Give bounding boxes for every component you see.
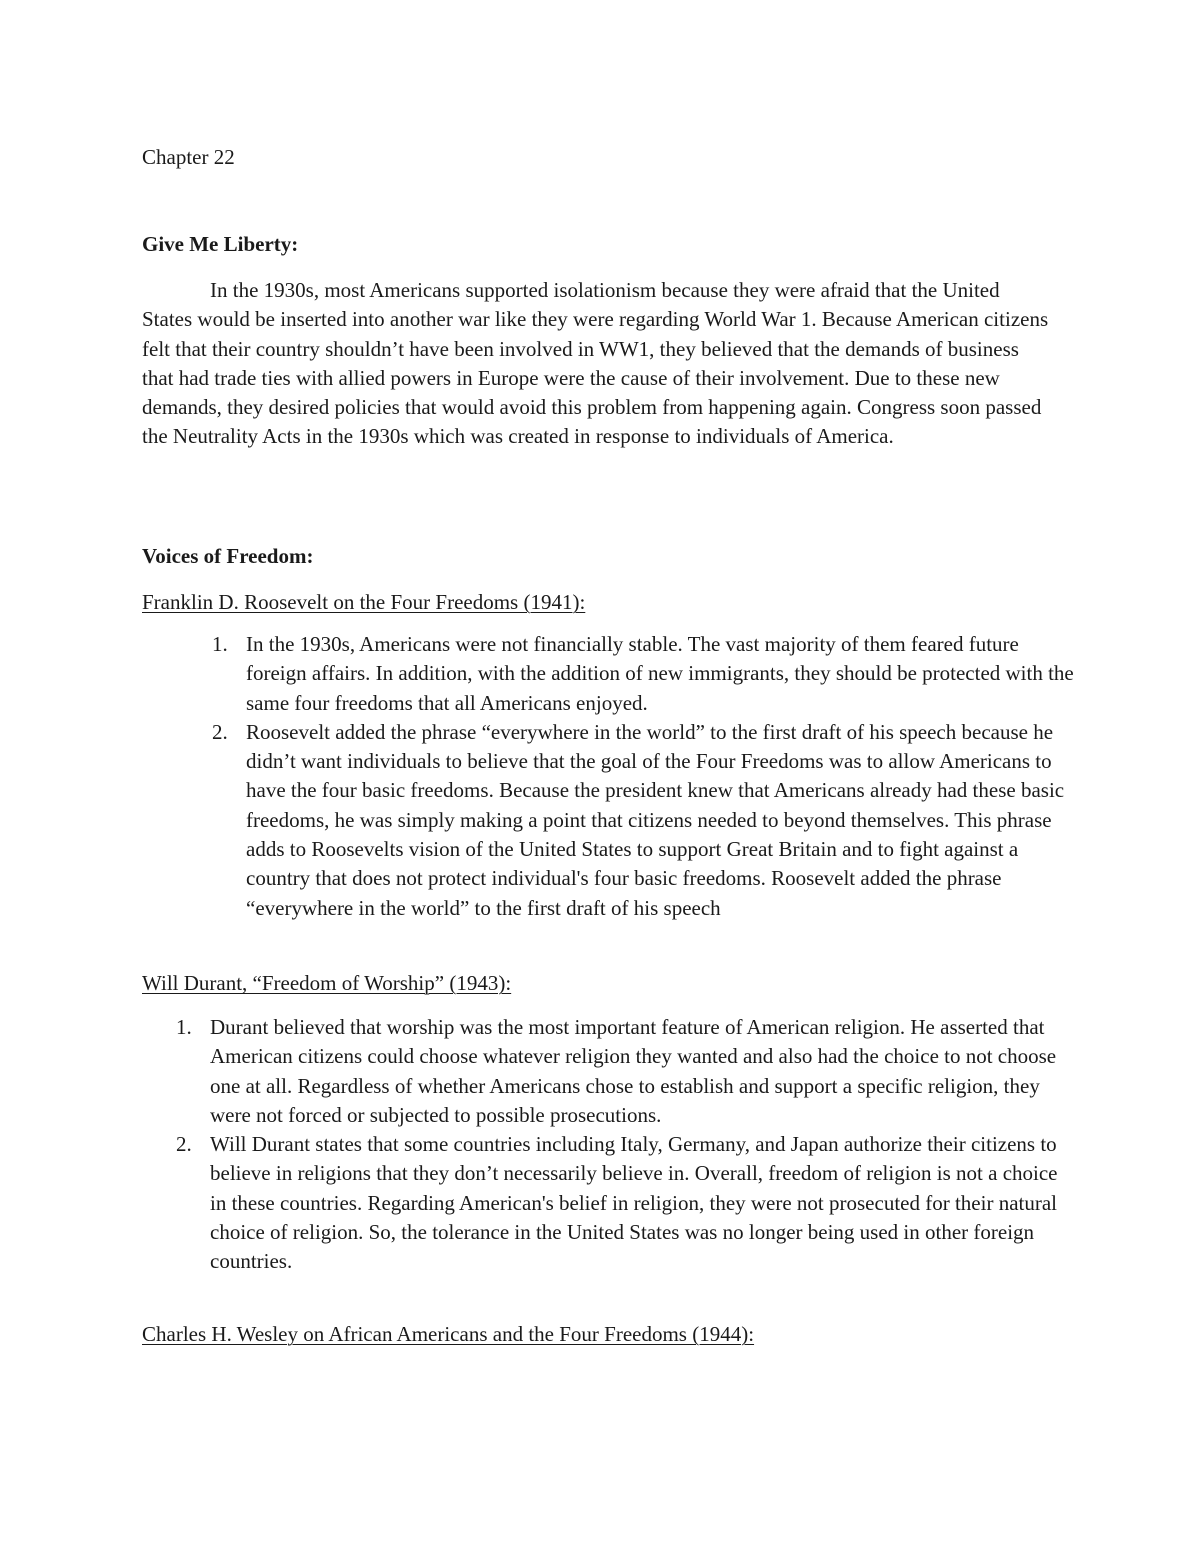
source-title-durant: Will Durant, “Freedom of Worship” (1943): bbox=[142, 971, 512, 995]
list-item bbox=[212, 630, 1076, 718]
section-heading-voices-of-freedom: Voices of Freedom: bbox=[142, 544, 314, 568]
list-item-text: Durant believed that worship was the most important feature of American religion. He asserted that American citizens could choose whatever religion they wanted and also had the choice to not choose one at all. Regardless of whether Americans chose to establish and support a specific religion, they were not forced or subjected to possible prosecutions. bbox=[210, 1015, 1057, 1127]
list-item bbox=[176, 1130, 1070, 1276]
list-item-number: 1. bbox=[212, 632, 228, 656]
durant-list bbox=[176, 1013, 1070, 1277]
list-item-number: 2. bbox=[212, 719, 228, 744]
list-item-text: Will Durant states that some countries including Italy, Germany, and Japan authorize their citizens to believe in religions that they don’t necessarily believe in. Overall, freedom of religion is not a choice in these countries. Regarding American's belief in religion, they were not prosecuted for their natural choice of religion. So, the tolerance in the United States was no longer being used in other foreign countries. bbox=[210, 1132, 1058, 1274]
list-item-number: 1. bbox=[176, 1015, 192, 1039]
list-item-text: Roosevelt added the phrase “everywhere in the world” to the first draft of his speech because he didn’t want individuals to believe that the goal of the Four Freedoms was to allow Americans to have the four basic freedoms. Because the president knew that Americans already had these basic freedoms, he was simply making a point that citizens needed to beyond themselves. This phrase adds to Roosevelts vision of the United States to support Great Britain and to fight against a country that does not protect individual's four basic freedoms. Roosevelt added the phrase “everywhere in the world” to the first draft of his speech bbox=[246, 719, 1065, 920]
list-item bbox=[212, 718, 1076, 923]
list-item-text: In the 1930s, Americans were not financially stable. The vast majority of them feared future foreign affairs. In addition, with the addition of new immigrants, they should be protected with the same four freedoms that all Americans enjoyed. bbox=[246, 632, 1074, 715]
list-item-number: 2. bbox=[176, 1132, 192, 1157]
source-title-wesley: Charles H. Wesley on African Americans and the Four Freedoms (1944): bbox=[142, 1322, 755, 1346]
chapter-title: Chapter 22 bbox=[142, 145, 235, 169]
source-title-roosevelt: Franklin D. Roosevelt on the Four Freedoms (1941): bbox=[142, 590, 586, 614]
roosevelt-list bbox=[212, 630, 1076, 923]
list-item bbox=[176, 1013, 1070, 1130]
give-me-liberty-paragraph: In the 1930s, most Americans supported isolationism because they were afraid that the United States would be inserted into another war like they were regarding World War 1. Because American citizens felt that their country shouldn’t have been involved in WW1, they believed that the demands of business that had trade ties with allied powers in Europe were the cause of their involvement. Due to these new demands, they desired policies that would avoid this problem from happening again. Congress soon passed the Neutrality Acts in the 1930s which was created in response to individuals of America. bbox=[142, 278, 1049, 449]
section-heading-give-me-liberty: Give Me Liberty: bbox=[142, 232, 299, 256]
